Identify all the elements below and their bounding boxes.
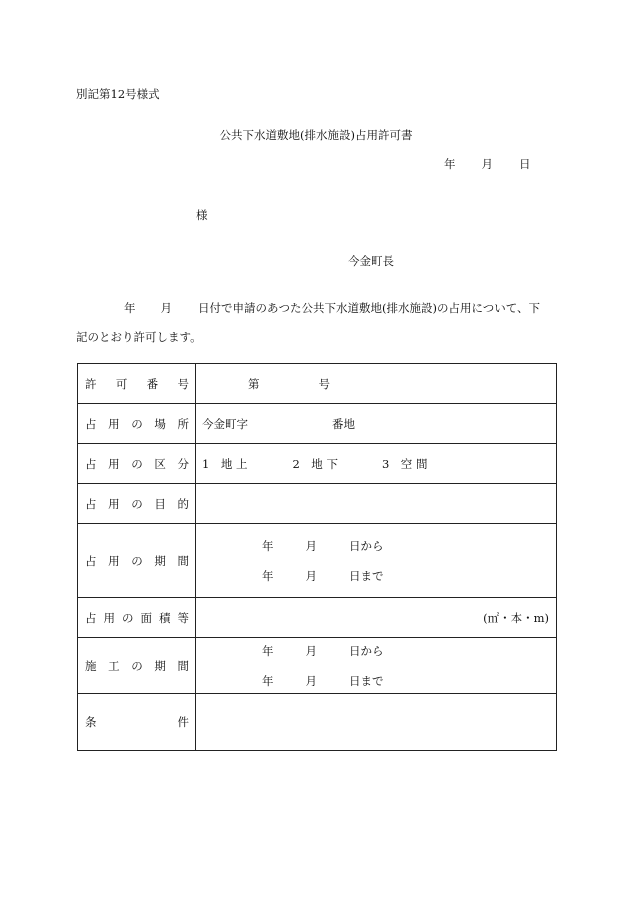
occupancy-place-label-cell — [78, 404, 196, 444]
label-char: 分 — [177, 456, 189, 471]
period-to-line — [262, 673, 556, 689]
label-char: 占 — [85, 456, 97, 471]
body-month: 月 — [160, 301, 172, 315]
label-char: 占 — [85, 610, 97, 625]
permit-number-value — [196, 364, 557, 404]
occupancy-place-label — [78, 416, 195, 432]
construction-period-value — [196, 638, 557, 694]
label-char: 施 — [85, 658, 97, 673]
issuer: 今金町長 — [348, 254, 394, 268]
period-from: 日から — [349, 643, 384, 658]
label-char: 用 — [108, 416, 120, 431]
period-to-line — [262, 568, 556, 584]
occupancy-period-label — [78, 553, 195, 569]
occupancy-purpose-row — [78, 484, 557, 524]
conditions-label — [78, 714, 195, 730]
label-char: 面 — [140, 610, 152, 625]
occupancy-area-label — [78, 610, 195, 626]
permit-number-row — [78, 364, 557, 404]
date-line — [444, 156, 531, 172]
construction-period-label-cell — [78, 638, 196, 694]
period-month: 月 — [305, 673, 317, 688]
period-month: 月 — [305, 538, 317, 553]
occupancy-category-label-cell — [78, 444, 196, 484]
label-char: 占 — [85, 416, 97, 431]
label-char: 目 — [154, 496, 166, 511]
label-char: 占 — [85, 553, 97, 568]
period-from-line — [262, 643, 556, 659]
period-year: 年 — [262, 643, 274, 658]
addressee-suffix: 様 — [196, 208, 208, 222]
area-unit: (㎡・本・m) — [483, 610, 549, 625]
occupancy-purpose-label-cell — [78, 484, 196, 524]
label-char: の — [131, 553, 143, 568]
place-prefix: 今金町字 — [202, 416, 248, 431]
occupancy-area-label-cell — [78, 598, 196, 638]
body-line-2: 記のとおり許可します。 — [76, 330, 202, 344]
period-from-line — [262, 538, 556, 554]
label-char: 用 — [108, 456, 120, 471]
occupancy-category-label — [78, 456, 195, 472]
label-char: 条 — [85, 715, 97, 729]
occupancy-period-row — [78, 524, 557, 598]
occupancy-area-row — [78, 598, 557, 638]
body-year: 年 — [124, 301, 136, 315]
period-year: 年 — [262, 568, 274, 583]
label-char: 可 — [115, 376, 128, 391]
label-char: 用 — [108, 496, 120, 511]
occupancy-period-dates — [202, 538, 556, 584]
period-year: 年 — [262, 673, 274, 688]
period-year: 年 — [262, 538, 274, 553]
label-char: 積 — [159, 610, 171, 625]
label-char: 的 — [177, 496, 189, 511]
period-month: 月 — [305, 568, 317, 583]
label-char: 等 — [177, 610, 189, 625]
date-year: 年 — [444, 157, 456, 171]
label-char: の — [122, 610, 134, 625]
occupancy-purpose-value — [196, 484, 557, 524]
label-char: 許 — [85, 376, 97, 391]
label-char: 号 — [177, 376, 189, 391]
permit-table — [77, 363, 557, 751]
category-underground: 2 地 下 — [292, 456, 338, 471]
period-from: 日から — [349, 538, 384, 553]
period-to: 日まで — [349, 673, 384, 688]
permit-no-prefix: 第 — [248, 376, 260, 391]
label-char: 工 — [108, 658, 120, 673]
label-char: 期 — [154, 658, 166, 673]
label-char: 間 — [177, 658, 189, 673]
construction-period-label — [78, 658, 195, 674]
occupancy-category-row — [78, 444, 557, 484]
label-char: 用 — [108, 553, 120, 568]
permit-number-label — [78, 376, 195, 392]
label-char: 区 — [154, 456, 166, 471]
body-line-1 — [124, 300, 540, 316]
label-char: の — [131, 416, 143, 431]
label-char: 所 — [177, 416, 189, 431]
category-air-space: 3 空 間 — [381, 456, 428, 471]
date-day: 日 — [519, 157, 531, 171]
date-month: 月 — [481, 157, 493, 171]
period-to: 日まで — [349, 568, 384, 583]
permit-number-label-cell — [78, 364, 196, 404]
label-char: の — [131, 456, 143, 471]
place-suffix: 番地 — [332, 416, 355, 431]
occupancy-period-value — [196, 524, 557, 598]
label-char: 用 — [103, 610, 115, 625]
body-text: 日付で申請のあつた公共下水道敷地(排水施設)の占用について、下 — [198, 301, 541, 315]
label-char: 期 — [154, 553, 166, 568]
period-month: 月 — [305, 643, 317, 658]
conditions-row — [78, 694, 557, 751]
conditions-label-cell — [78, 694, 196, 751]
conditions-value — [196, 694, 557, 751]
construction-period-row — [78, 638, 557, 694]
label-char: の — [131, 496, 143, 511]
occupancy-area-value — [196, 598, 557, 638]
occupancy-period-label-cell — [78, 524, 196, 598]
document-title: 公共下水道敷地(排水施設)占用許可書 — [219, 128, 413, 142]
occupancy-place-row — [78, 404, 557, 444]
label-char: 件 — [177, 715, 189, 729]
label-char: 場 — [154, 416, 166, 431]
label-char: 番 — [146, 376, 159, 391]
form-number: 別記第12号様式 — [76, 87, 160, 101]
category-above-ground: 1 地 上 — [202, 456, 248, 471]
construction-period-dates — [202, 643, 556, 689]
label-char: 間 — [177, 553, 189, 568]
permit-no-suffix: 号 — [318, 376, 330, 391]
label-char: 占 — [85, 496, 97, 511]
label-char: の — [131, 658, 143, 673]
occupancy-place-value — [196, 404, 557, 444]
occupancy-category-value — [196, 444, 557, 484]
occupancy-purpose-label — [78, 496, 195, 512]
